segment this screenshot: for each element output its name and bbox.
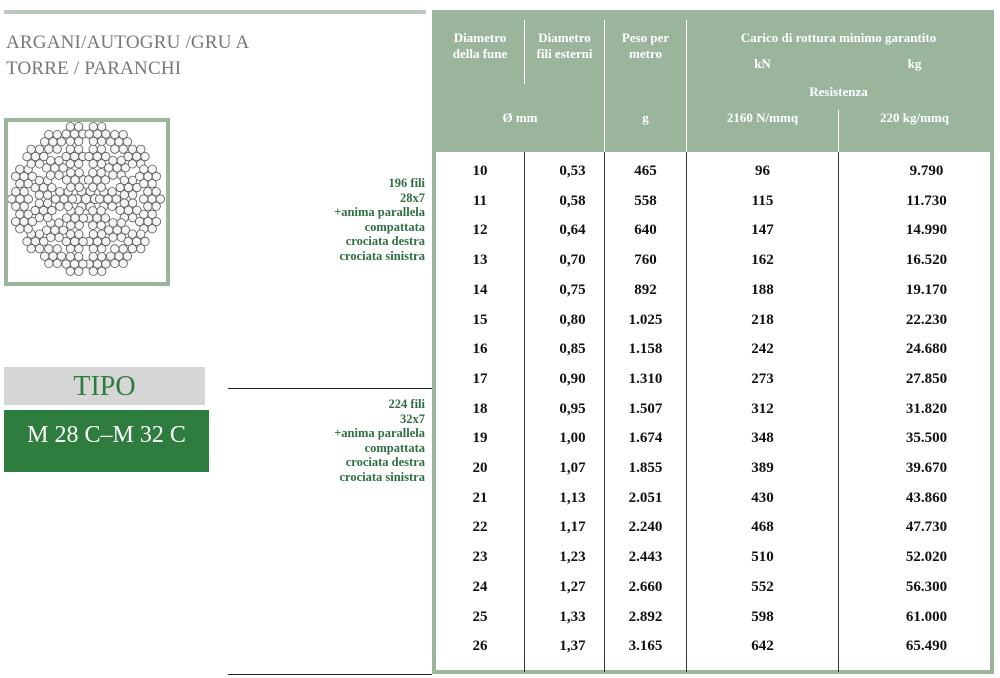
cell-peso: 2.660 — [628, 578, 663, 595]
cell-peso: 2.051 — [628, 489, 663, 506]
cell-carico-kn: 468 — [751, 519, 774, 536]
cell-carico-kn: 242 — [751, 341, 774, 358]
cell-carico-kn: 598 — [751, 608, 774, 625]
cell-carico-kg: 52.020 — [905, 549, 948, 566]
cell-carico-kn: 218 — [751, 311, 774, 328]
cell-peso: 2.892 — [628, 608, 663, 625]
cell-diametro-fili: 1,13 — [559, 489, 586, 506]
cell-carico-kn: 510 — [751, 549, 774, 566]
cell-peso: 1.158 — [628, 341, 663, 358]
rope-strand — [139, 188, 164, 211]
spec-line: crociata sinistra — [339, 248, 425, 263]
category-line-1: ARGANI/AUTOGRU /GRU A — [6, 32, 250, 53]
spec-line: +anima parallela — [334, 426, 425, 441]
cell-diametro-fili: 1,07 — [559, 460, 586, 476]
cell-diametro-fili: 0,53 — [559, 163, 586, 179]
header-diametro-fune: Diametro della fune — [452, 30, 508, 61]
cell-diametro-fili: 0,90 — [559, 370, 586, 387]
cell-carico-kn: 389 — [751, 460, 774, 476]
cell-peso: 1.674 — [628, 430, 663, 447]
cell-peso: 892 — [634, 281, 657, 298]
model-name: M 28 C–M 32 C — [4, 410, 209, 472]
cell-diametro-fune: 15 — [472, 311, 488, 328]
spec-line: +anima parallela — [334, 205, 425, 220]
cell-carico-kg: 43.860 — [905, 489, 948, 506]
cell-carico-kg: 19.170 — [905, 281, 948, 298]
cell-carico-kg: 56.300 — [905, 578, 948, 595]
cell-diametro-fune: 14 — [472, 281, 488, 298]
cell-diametro-fili: 0,64 — [559, 222, 586, 239]
cell-diametro-fili: 1,37 — [559, 638, 586, 655]
cell-diametro-fune: 25 — [472, 608, 488, 625]
cell-diametro-fune: 24 — [472, 578, 488, 595]
cell-carico-kn: 430 — [751, 489, 774, 506]
spec-line: compattata — [364, 440, 425, 455]
cell-diametro-fili: 0,85 — [559, 341, 586, 358]
cell-peso: 1.855 — [628, 460, 663, 476]
spec-group-2 — [334, 397, 425, 485]
cell-carico-kn: 147 — [751, 222, 774, 239]
cell-diametro-fune: 26 — [472, 638, 488, 655]
spec-line: crociata sinistra — [339, 469, 425, 484]
cell-peso: 640 — [634, 222, 657, 239]
cell-peso: 1.507 — [628, 400, 663, 417]
column-divider — [838, 152, 839, 672]
cell-carico-kg: 61.000 — [905, 608, 948, 625]
rope-strand — [8, 188, 33, 211]
cell-carico-kn: 312 — [751, 400, 774, 417]
cell-carico-kg: 47.730 — [905, 519, 948, 536]
cell-carico-kn: 162 — [751, 252, 774, 269]
cell-diametro-fune: 12 — [472, 222, 488, 239]
cell-carico-kn: 188 — [751, 281, 774, 298]
cell-diametro-fili: 1,00 — [559, 430, 586, 447]
table-header — [436, 14, 990, 152]
spec-line: 32x7 — [400, 411, 425, 426]
spec-line: 224 fili — [388, 397, 425, 411]
cell-carico-kn: 273 — [751, 370, 774, 387]
spec-group-1 — [334, 176, 425, 264]
header-res-2160: 2160 N/mmq — [726, 110, 799, 125]
spec-line: crociata destra — [345, 234, 425, 249]
cell-carico-kn: 115 — [751, 192, 774, 209]
cell-carico-kn: 96 — [755, 163, 770, 179]
top-rule — [4, 10, 426, 14]
cell-carico-kg: 31.820 — [905, 400, 948, 417]
header-unit-mm: Ø mm — [502, 110, 538, 125]
header-unit-g: g — [642, 110, 649, 125]
cell-carico-kg: 11.730 — [906, 192, 947, 209]
rope-image-frame — [4, 118, 170, 286]
cell-diametro-fili: 0,58 — [559, 192, 586, 209]
spec-line: 28x7 — [400, 190, 425, 205]
cell-diametro-fune: 22 — [472, 519, 488, 536]
cell-diametro-fili: 0,80 — [559, 311, 586, 328]
cell-diametro-fune: 19 — [472, 430, 488, 447]
spec-line: compattata — [364, 219, 425, 234]
cell-diametro-fili: 0,75 — [559, 281, 586, 298]
cell-diametro-fili: 0,70 — [559, 252, 586, 269]
cell-peso: 3.165 — [628, 638, 663, 655]
header-resistenza: Resistenza — [809, 84, 868, 99]
cell-carico-kg: 22.230 — [905, 311, 948, 328]
category-line-2: TORRE / PARANCHI — [6, 58, 182, 79]
category-title — [6, 30, 249, 82]
cell-carico-kg: 65.490 — [905, 638, 948, 655]
cell-peso: 1.310 — [628, 370, 663, 387]
header-kn: kN — [754, 56, 771, 71]
cell-peso: 2.240 — [628, 519, 663, 536]
header-res-220: 220 kg/mmq — [880, 110, 949, 125]
cell-diametro-fune: 23 — [472, 549, 488, 566]
cell-diametro-fune: 11 — [472, 192, 488, 209]
cell-diametro-fune: 13 — [472, 252, 488, 269]
cell-carico-kn: 348 — [751, 430, 774, 447]
cell-carico-kn: 642 — [751, 638, 774, 655]
header-peso: Peso per metro — [621, 30, 670, 61]
column-divider — [524, 152, 525, 672]
cell-diametro-fili: 1,23 — [559, 549, 586, 566]
cell-carico-kg: 39.670 — [905, 460, 948, 476]
cell-carico-kg: 9.790 — [909, 163, 944, 179]
cell-diametro-fune: 16 — [472, 341, 488, 358]
cell-carico-kn: 552 — [751, 578, 774, 595]
cell-diametro-fune: 21 — [472, 489, 488, 506]
cell-diametro-fili: 1,27 — [559, 578, 586, 595]
cell-peso: 1.025 — [628, 311, 663, 328]
header-carico: Carico di rottura minimo garantito — [740, 30, 937, 45]
cell-peso: 2.443 — [628, 549, 663, 566]
cell-peso: 760 — [634, 252, 657, 269]
cell-carico-kg: 24.680 — [905, 341, 948, 358]
cell-diametro-fili: 1,33 — [559, 608, 586, 625]
header-diametro-fili: Diametro fili esterni — [536, 30, 593, 61]
cell-diametro-fune: 18 — [472, 400, 488, 417]
cell-diametro-fune: 20 — [472, 460, 488, 476]
spec-line: 196 fili — [388, 176, 425, 190]
tipo-label: TIPO — [4, 367, 205, 405]
cell-diametro-fune: 17 — [472, 370, 488, 387]
bottom-rule — [228, 674, 432, 675]
header-kg: kg — [907, 56, 922, 71]
cell-peso: 558 — [634, 192, 657, 209]
cell-carico-kg: 14.990 — [905, 222, 948, 239]
cell-diametro-fune: 10 — [472, 163, 488, 179]
wire-rope-cross-section-icon — [8, 122, 166, 282]
cell-diametro-fili: 1,17 — [559, 519, 586, 536]
divider-rule — [228, 388, 432, 389]
cell-carico-kg: 35.500 — [905, 430, 948, 447]
data-table — [432, 10, 994, 674]
cell-carico-kg: 16.520 — [905, 252, 948, 269]
cell-carico-kg: 27.850 — [905, 370, 948, 387]
cell-peso: 465 — [634, 163, 657, 179]
spec-line: crociata destra — [345, 455, 425, 470]
cell-diametro-fili: 0,95 — [559, 400, 586, 417]
